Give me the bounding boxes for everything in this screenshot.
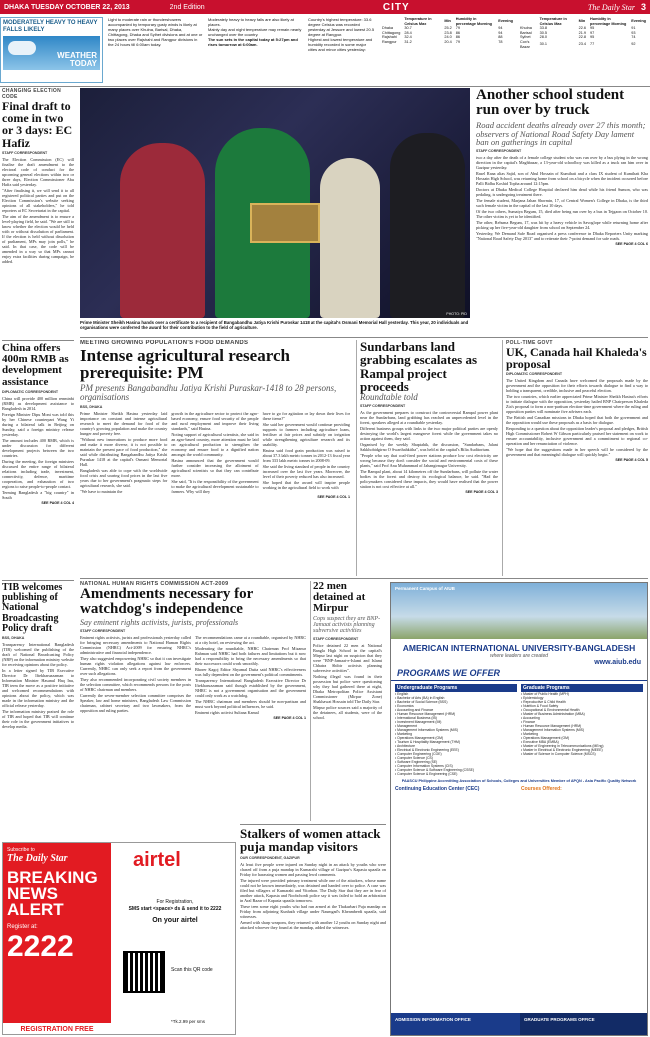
- weather-c4: The sun sets in the capital today at 5:27pm and rises tomorrow at 6:00am.: [208, 37, 298, 47]
- paragraph: She said her government would continue providing supports to farmers including agriculture loans, fertiliser at fair prices and subsidy on irrigation while strengthening agriculture research and its usability.: [262, 421, 350, 447]
- paragraph: The Election Commission (EC) will finalise the draft amendment to the electoral code of conduct for the upcoming general elections within two or three days, Election Commissioner Abu Hafiz said yesterday.: [2, 156, 74, 187]
- weather-today-label: WEATHER TODAY: [57, 51, 97, 68]
- program-item: • Reproductive & Child Health: [521, 700, 566, 704]
- admission-office: ADMISSION INFORMATION OFFICE: [391, 1013, 520, 1035]
- table-cell: 23.4: [578, 42, 587, 47]
- byline: DIPLOMATIC CORRESPONDENT: [2, 389, 59, 394]
- program-item: • Operations Management (OM): [521, 736, 570, 740]
- short-code: 2222: [7, 930, 74, 963]
- paragraph: The two countries, which earlier appreciated Prime Minister Sheikh Hasina's efforts to initiate dialogue with the opposition, yesterday hailed BNP Chairperson Khaleda Zia's proposal to form a non-partisan election-time government where the ruling and opposition parties will nominate five advisers each.: [506, 394, 648, 415]
- headline: China offers 400m RMB as development assistance: [2, 342, 69, 388]
- table-cell: 30.1: [539, 42, 548, 47]
- paragraph: At least five people were injured on Sunday night in an attack by youths who were chased off from a puja mandap in Kumarahi village of Gazipur's Kapasia upazila on Friday for harassing women and passing lewd comments.: [240, 861, 386, 877]
- table-header: Evening: [498, 19, 513, 24]
- program-item: • Management Information Systems (MIS): [521, 728, 584, 732]
- table-cell: 25.2: [444, 26, 452, 31]
- paragraph: "We hope that the suggestions made in her speech will be considered by the government and that meaningful dialogue will quickly begin.": [506, 447, 648, 458]
- paragraph: China will provide 400 million renminbi (RMB) as development assistance to Bangladesh in 2014.: [2, 395, 74, 411]
- byline: DIPLOMATIC CORRESPONDENT: [506, 372, 563, 377]
- table-row: [380, 40, 515, 45]
- program-item: • Marketing: [395, 732, 413, 736]
- article-student-run-over: [476, 88, 648, 338]
- headline: Sundarbans land grabbing escalates as Rampal project proceeds: [360, 340, 477, 394]
- table-cell: 31.2: [404, 39, 412, 44]
- paragraph: The British and Canadian missions in Dhaka hoped that both the government and the opposition would use these proposals as a basis for dialogue.: [506, 415, 648, 426]
- byline: STAFF CORRESPONDENT: [313, 636, 359, 641]
- paragraph: She said the living standard of people in the country increased over the last five years. Moreover, the level of their poverty reduced has also increased.: [262, 463, 350, 479]
- paascu-note: PAASCU Philippine Accrediting Association of Schools, Colleges and Universities Member of APQN - Asia Pacific Quality Network: [401, 779, 637, 783]
- paragraph: growth in the agriculture sector to protect the agro-based economy, ensure food security of the people and rural employment and improve their living standards," said Hasina.: [171, 410, 259, 431]
- program-item: • Computer Science & Software Engineering (CSSE): [395, 768, 475, 772]
- article-ec-code: [2, 88, 74, 338]
- article-body: [476, 155, 648, 241]
- byline: BSS, DHAKA: [80, 404, 103, 409]
- sms-charge: *Tk.2.99 per sms: [171, 1019, 206, 1024]
- paragraph: Hasina said food grain production was raised to about 37.3 lakh metric tonnes in 2012-13 fiscal year from 333 lakh metric tonnes in 2008-09.: [262, 447, 350, 463]
- deck: Say eminent rights activists, jurists, professionals: [80, 617, 239, 627]
- paragraph: Police detained 22 men at National Bangla High School in the capital's Mirpur last night on suspicion that they were "BNP-Jamaat-e-Islami and Islami Chhatra Shibir activists planning subversive activities".: [313, 642, 382, 673]
- headline: 22 men detained at Mirpur: [313, 581, 366, 615]
- paragraph: The Rampal plant, about 14 kilometres off the Sundarbans, will pollute the water bodies in the forest and destroy its ecological balance, he said. "Had the policymakers considered these impacts, they would have realised that the power station is not cost effective at all.": [360, 469, 498, 490]
- program-item: • Nutrition & Food Safety: [521, 704, 559, 708]
- ug-list: [395, 692, 517, 776]
- table-header: Temperature in Celsius Max: [404, 17, 432, 26]
- reg-instruction: [117, 899, 233, 924]
- mid-rule: [80, 337, 648, 338]
- table-cell: 95: [590, 35, 595, 40]
- deck: PM presents Bangabandhu Jatiya Krishi Puraskar-1418 to 28 persons, organisations: [80, 382, 337, 403]
- kicker: MEETING GROWING POPULATION'S FOOD DEMANDS: [80, 340, 249, 346]
- table-cell: 33.8: [539, 26, 548, 31]
- paragraph: have to go for agitation or lay down their lives for these items?": [262, 410, 350, 421]
- lower-rule: [80, 578, 648, 579]
- table-cell: 22.8: [578, 35, 587, 40]
- program-item: • Accounting and Finance: [395, 708, 434, 712]
- paragraph: She hoped that the award will inspire people working in the agricultural field to work with: [262, 479, 350, 490]
- paragraph: Rasel Rana alias Sajid, son of Abul Hossain of Kumihati and a class IX student of Kumihati Kha Hossain High School, was returning home from school on a bicycle when the incident occurred before Palli Bidhu Koshid Topha around 12:15pm.: [476, 171, 648, 187]
- table-header: Evening: [631, 19, 646, 24]
- weather-graphic: [3, 36, 100, 70]
- paragraph: Bhorer Kagoj Editor Shyamal Dutta said NHRC's effectiveness was fully dependent on the government's political commitments.: [195, 666, 306, 677]
- table-cell: 30.7: [404, 26, 412, 31]
- paragraph: "After finalising it, we will send it to all registered political parties and put on the Election Commission's website seeking opinions of all stakeholders," he told reporters at EC Secretariat in the capital.: [2, 187, 74, 213]
- paragraph: Doctors at Dhaka Medical College Hospital declared him dead while his friend Sumon, who was pedaling, is undergoing treatment there.: [476, 187, 648, 198]
- program-item: • Tourism & Hospitality Management (THM): [395, 740, 460, 744]
- program-item: • Accounting: [521, 716, 540, 720]
- weather-c6: Highest and lowest temperature and humidity recorded in some major cities and minor cities yesterday:: [308, 37, 373, 52]
- paragraph: Noting support of agricultural scientists, she said in an agro-based country, more attention must be laid on agricultural production to strengthen the economy and ensure food to a dignified nation amongst the world community.: [171, 431, 259, 457]
- table-header: [518, 17, 538, 26]
- table-cell: Cox's Bazar: [520, 39, 530, 49]
- table-cell: 79: [455, 26, 460, 31]
- program-item: • Architecture: [395, 744, 416, 748]
- program-item: • Executive MBA (EMBA): [521, 740, 559, 744]
- edition-label: 2nd Edition: [169, 3, 205, 11]
- continued-link[interactable]: SEE PAGE 4 COL 1: [273, 715, 306, 720]
- airtel-logo: airtel: [133, 849, 181, 871]
- article-col-1: [80, 411, 167, 495]
- university-name: AMERICAN INTERNATIONAL UNIVERSITY-BANGLADESH: [402, 643, 636, 653]
- paragraph: Moderating the roundtable, NHRC Chairman Prof Mizanur Rahman said NHRC had both failures and limitations but it now had a responsibility to bring the necessary amendments so that their successors could work smoothly.: [195, 645, 306, 666]
- paragraph: The aim of the amendment is to ensure a level-playing field, he said. "We are still to know whether the election would be held with or without dissolution of parliament. If the election is held without dissolution of parliament, MPs may join polls," he said. In that case, the code will be amended in a way so that MPs cannot enjoy extra facilities during campaign, he added.: [2, 213, 74, 264]
- byline: OUR CORRESPONDENT, GAZIPUR: [240, 855, 300, 860]
- kicker: CHANGING ELECTION CODE: [2, 88, 61, 100]
- article-col-2: [195, 635, 306, 716]
- table-cell: 86: [455, 35, 460, 40]
- continued-link[interactable]: SEE PAGE 4 COL 1: [317, 494, 350, 499]
- deck: Road accident deaths already over 27 this month; observers of National Road Safety Day lament ban on gatherings in capital: [476, 119, 646, 148]
- paragraph: Foreign Minister Dipu Moni was told this by her Chinese counterpart Wang Yi during a bilateral talk in Beijing on Sunday, said a foreign ministry release yesterday.: [2, 411, 74, 437]
- headline: TIB welcomes publishing of National Broadcasting Policy draft: [2, 582, 63, 634]
- article-22-detained: [310, 581, 382, 821]
- paragraph: Yesterday, We Demand Safe Road organised a press conference in Dhaka Reporters Unity marking "National Road Safety Day 2013" and to reiterate their 7-point demand for safe roads.: [476, 231, 648, 242]
- program-item: • Epidemiology: [521, 696, 544, 700]
- paragraph: Nothing illegal was found in their possession but police were questioning why they had gathered there at night, Dhaka Metropolitan Police Assistant Commissioner (Mirpur Zone) Shakhawat Hossain told The Daily Star.: [313, 673, 382, 704]
- weather-c3: Mainly day and night temperature may remain nearly unchanged over the country.: [208, 27, 302, 37]
- program-item: • Finance: [521, 720, 536, 724]
- paragraph: During the meeting, the foreign ministers discussed the entire range of bilateral relations including trade, investment, connectivity, defence, maritime cooperation, and exhaustion of two regions to raise people-to-people contact.: [2, 458, 74, 489]
- table-cell: 91: [631, 26, 636, 31]
- weather-table-1: [380, 17, 515, 83]
- table-header: [380, 17, 402, 26]
- table-row: [518, 40, 648, 49]
- weather-col3: [308, 17, 376, 83]
- paragraph: She said, "It is the responsibility of the government to make the agricultural development sustainable to farmers. Why will they: [171, 478, 259, 494]
- table-header: Humidity in percentage Morning: [455, 17, 493, 26]
- table-cell: 94: [498, 30, 503, 35]
- article-body: [313, 643, 382, 720]
- article-body: [2, 396, 74, 500]
- paragraph: The information ministry praised the role of TIB and hoped that TIB will continue their role in the government initiatives to develop media.: [2, 708, 74, 729]
- ad-left-panel: [3, 843, 111, 1035]
- deck: Cops suspect they are BNP-Jamaat activists planning subversive activities: [313, 615, 381, 635]
- table-cell: 86: [455, 30, 460, 35]
- headline: Stalkers of women attack puja mandap visitors: [240, 826, 381, 855]
- program-item: • Software Engineering (SE): [395, 760, 438, 764]
- weather-col1: Light to moderate rain or thundershowers accompanied by temporary gusty winds is likely at many places over Khulna, Barisal, Dhaka, Chittagong, Dhaka and Sylhet divisions and at one or two places over Rajshahi and Rangpur divisions in the 24 hours till 6:00am today.: [108, 17, 203, 47]
- table-cell: 28.4: [404, 30, 412, 35]
- byline: STAFF CORRESPONDENT: [80, 628, 126, 633]
- program-item: • Computer Information Systems (CIS): [395, 764, 453, 768]
- campus-label: Permanent Campus of AIUB: [395, 586, 455, 591]
- wallet-label: On your airtel: [152, 917, 198, 924]
- program-item: • Occupational & Environmental Health: [521, 708, 580, 712]
- article-col-2: [171, 411, 258, 495]
- table-header: Humidity in percentage Morning: [590, 17, 627, 26]
- paragraph: These teen some eight youths who had run armed at the Thakurbari Puja mandap on Friday from adjoining Kunhath village under Naumgad's Kheamberdi upazila, said witnesses.: [240, 903, 386, 919]
- paragraph: Currently the seven-member selection committee comprises the Speaker, law and home ministers, Bangladesh Law Commission chairman, cabinet secretary and two lawmakers, from the opposition and ruling parties.: [80, 692, 191, 713]
- program-item: • Management Information Systems (MIS): [395, 728, 458, 732]
- program-item: • Bachelor of Social Science (BSS): [395, 700, 448, 704]
- scan-label: Scan this QR code: [171, 967, 213, 973]
- paragraph: "People who say that coal-fired power stations produce low cost electricity are wrong because they don't consider the social and environmental costs of these plants," said Prof Anu Muhammad of Jahangirnagar University.: [360, 453, 498, 469]
- paragraph: Transparency International Bangladesh (TIB) welcomed the publishing of the draft of National Broadcasting Policy (NBP) on the information ministry website for receiving opinions about the policy.: [2, 641, 74, 667]
- paragraph: The other, Rehsma Begum, 17, was hit by a heavy vehicle in Savoglope while returning home after picking up her five-year-old daughter from school on September 24.: [476, 220, 648, 231]
- paragraph: The recommendations came at a roundtable, organised by NHRC at a city hotel, on reviewing the act.: [195, 634, 306, 645]
- airtel-ad[interactable]: [2, 842, 236, 1035]
- program-item: • Computer Science (CS): [395, 756, 433, 760]
- table-cell: Rajshahi: [382, 35, 397, 40]
- graduate-office: GRADUATE PROGRAMS OFFICE: [520, 1013, 648, 1035]
- paragraph: Organised by the weekly Shaptahik, the discussion, "Sundarbans, Jalani Sakkhobidgirno O Swarthahkitha", was held at the capital's Bilia Auditorium.: [360, 442, 498, 453]
- table-cell: 20.4: [444, 39, 452, 44]
- headline: Amendments necessary for watchdog's independence: [80, 586, 254, 618]
- photo-figure-4: [390, 133, 465, 318]
- table-cell: 28.0: [539, 35, 548, 40]
- paragraph: "We have to maintain the: [80, 488, 123, 494]
- continued-link[interactable]: SEE PAGE 4 COL 6: [615, 242, 648, 247]
- paper-name: The Daily Star: [7, 853, 68, 864]
- program-item: • Marketing: [521, 732, 539, 736]
- photo-certificate: [250, 203, 320, 243]
- cloud-icon: [8, 41, 36, 55]
- table-cell: 32.4: [404, 35, 412, 40]
- article-china: [2, 340, 74, 578]
- ug-header: Undergraduate Programs: [395, 684, 517, 692]
- weather-col2: [208, 17, 303, 83]
- page-header: [0, 0, 650, 14]
- program-item: • Electrical & Electronic Engineering (EEE): [395, 748, 459, 752]
- program-item: • International Business (IB): [395, 716, 437, 720]
- cec-header: Continuing Education Center (CEC): [395, 786, 480, 792]
- paragraph: Different business groups with links to the two major political parties are openly destroying the world's largest mangrove forest while the government takes no action against them, they said.: [360, 426, 498, 442]
- article-col-1: [80, 635, 191, 716]
- program-item: • Master of Business Administration (MBA): [521, 712, 585, 716]
- program-item: • Economics: [395, 704, 414, 708]
- programs-header: PROGRAMS WE OFFER: [391, 666, 647, 681]
- table-cell: Dhaka: [382, 26, 393, 31]
- table-cell: 21.9: [578, 30, 587, 35]
- table-cell: 88: [498, 35, 503, 40]
- program-item: • Management: [395, 724, 417, 728]
- tagline: where leaders are created: [489, 653, 549, 659]
- article-col-3: [263, 411, 350, 495]
- weather-c5: Country's highest temperature: 33.6 degree Celsius was recorded yesterday at Jessore and lowest 20.5 degree at Rangpur.: [308, 17, 375, 37]
- byline: STAFF CORRESPONDENT: [476, 149, 522, 154]
- gr-list: [521, 692, 643, 756]
- article-stalkers: [240, 824, 386, 1036]
- lead-photo: [80, 88, 470, 318]
- reg-for: For Registration,: [156, 899, 194, 905]
- program-item: • Master of Science in Computer Science (MSCS): [521, 752, 596, 756]
- campus-photo: [391, 583, 647, 639]
- top-rule: [0, 86, 650, 87]
- table-cell: 74: [631, 35, 636, 40]
- kicker: NATIONAL HUMAN RIGHTS COMMISSION ACT-2009: [80, 581, 229, 587]
- table-cell: Rangpur: [382, 39, 397, 44]
- byline: BSS, DHAKA: [2, 635, 25, 640]
- headline: Another school student run over by truck: [476, 88, 625, 119]
- table-header: Min: [444, 19, 451, 24]
- table-cell: 92: [631, 42, 636, 47]
- program-item: • Bachelor of Arts (BA) in English: [395, 696, 445, 700]
- paragraph: As the government prepares to construct the controversial Rampal power plant near the Sundarbans, land grabbing has reached an unprecedented level in the forest, speakers alleged at a roundtable yesterday.: [360, 410, 498, 426]
- paragraph: The amount includes 400 RMB, which is under discussion for different development projects between the two countries.: [2, 437, 74, 458]
- table-cell: 30.5: [539, 30, 548, 35]
- table-cell: 22.6: [578, 26, 587, 31]
- article-body: [2, 642, 74, 729]
- paragraph: Bangladesh was able to cope with the worldwide food crisis and soaring food prices in the last five years due to her government's pragmatic steps for agricultural research, she said.: [80, 467, 168, 488]
- paragraph: Terming Bangladesh a "big country" in South: [2, 489, 74, 500]
- paragraph: The NHRC chairman and members should be non-partisan and must work beyond political influences, he said.: [195, 698, 306, 709]
- table-cell: 24.0: [444, 35, 452, 40]
- byline: STAFF CORRESPONDENT: [360, 404, 406, 409]
- paragraph: Responding to a question about the opposition leader's proposal and pledges, British High Commissioner Robert W Gibson particularly praised her statement on work to ensure accountability, inclusive government and a commitment to regional co-operation and her renunciation of violence.: [506, 426, 648, 447]
- program-item: • Computer Science & Engineering (CSE): [395, 772, 458, 776]
- continued-link[interactable]: SEE PAGE 4 COL 3: [465, 490, 498, 495]
- paragraph: The female student, Marjana Jahan Shormin, 17, of Central Women's College in Dhaka, is the third such female victim in the capital of the last 10 days.: [476, 198, 648, 209]
- headline: Final draft to come in two or 3 days: EC Hafiz: [2, 99, 73, 150]
- photo-figure-3: [320, 158, 380, 318]
- table-cell: 97: [590, 30, 595, 35]
- paragraph: The United Kingdom and Canada have welcomed the proposals made by the government and the opposition for their efforts towards dialogue to find a way to holding a transparent, credible, inclusive and peaceful election.: [506, 378, 648, 394]
- sms-instruction: SMS start <space> ds & send it to 2222: [128, 906, 222, 912]
- table-cell: 93: [631, 30, 636, 35]
- table-cell: 95: [590, 26, 595, 31]
- article-uk-canada: [502, 340, 648, 576]
- paragraph: They also recommended incorporating civil society members in the selection committee, which recommends persons for the posts of NHRC chairman and members.: [80, 676, 191, 692]
- paragraph: Prime Minister Sheikh Hasina yesterday laid importance on constant and intense agricultural research to meet the demand for food of the country's growing population and make the country hunger and poverty free.: [80, 410, 168, 436]
- section-title: CITY: [382, 1, 410, 13]
- table-cell: 79: [455, 39, 460, 44]
- weather-banner-title: MODERATELY HEAVY TO HEAVY FALLS LIKELY: [3, 20, 98, 33]
- table-cell: Barisal: [520, 30, 532, 35]
- program-item: • Master of Engineering in Telecommunications (MEng): [521, 744, 604, 748]
- article-agri-research: [80, 340, 350, 576]
- program-item: • Human Resource Management (HRM): [395, 712, 456, 716]
- headline: UK, Canada hail Khaleda's proposal: [506, 345, 647, 372]
- page-number: 3: [640, 2, 646, 12]
- article-body-2: [240, 904, 386, 930]
- paragraph: Mirpur police sources said a majority of the detainees, all students, were of the school.: [313, 704, 382, 720]
- continued-link[interactable]: SEE PAGE 4 COL 4: [41, 500, 74, 505]
- gr-header: Graduate Programs: [521, 684, 643, 692]
- edition-date: DHAKA TUESDAY OCTOBER 22, 2013: [4, 3, 130, 11]
- subscribe-label: Subscribe to: [7, 847, 35, 853]
- paragraph: Transparency International Bangladesh Executive Director Dr Iftekharuzzaman said though established by the government, NHRC is not a government organisation and the government could only work as a watchdog.: [195, 677, 306, 698]
- register-label: Register at:: [7, 924, 38, 930]
- table-cell: 78: [498, 39, 503, 44]
- photo-figure-1: [120, 143, 205, 318]
- table-header: Min: [578, 19, 586, 24]
- article-body: [360, 410, 498, 489]
- paragraph: Hasina announced that the government would further consider increasing the allotment of agricultural scientists so that they can contribute more.: [171, 457, 259, 478]
- table-cell: 23.8: [444, 30, 452, 35]
- program-item: • Operations Management (OM): [395, 736, 444, 740]
- paragraph: Of the two others, Sumaiya Begum, 15, died after being run over by a bus in Tejgaon on October 10. The other victim is yet to be identified.: [476, 209, 648, 220]
- paragraph: two a day after the death of a female college student who was run over by a bus plying in the wrong direction in the capital's Maghbazar, a 13-year-old schoolboy was killed as a truck ran him over in Gazipur yesterday.: [476, 155, 648, 171]
- table-cell: Chittagong: [382, 30, 401, 35]
- table-cell: 94: [498, 26, 503, 31]
- photo-caption: Prime Minister Sheikh Hasina hands over a certificate to a recipient of Bangabandhu Jatiya Krishi Puroskar 1418 at the capital's Osmani Memorial Hall yesterday. This year, 20 individuals and organisations were conferred the award for their contribution to the field of agriculture.: [80, 320, 469, 330]
- masthead: The Daily Star: [587, 2, 635, 12]
- headline: Intense agricultural research prerequisite: PM: [80, 346, 290, 383]
- byline: STAFF CORRESPONDENT: [2, 150, 48, 155]
- article-body: [240, 862, 386, 903]
- program-item: • Master in Electrical & Electronic Engineering (MEEE): [521, 748, 603, 752]
- weather-c2: Moderately heavy to heavy falls are also likely at places.: [208, 17, 294, 27]
- program-item: • Master of Public Health (MPH): [521, 692, 569, 696]
- photo-credit: PHOTO: PID: [446, 312, 467, 316]
- program-item: • Investment Management (IM): [395, 720, 442, 724]
- paragraph: Eminent rights activists, jurists and professionals yesterday called for bringing necessary amendments to National Human Rights Commission (NHRC) Act-2009 for ensuring NHRC's administrative and financial independence.: [80, 634, 191, 655]
- article-tib: [2, 580, 74, 840]
- deck: Roundtable told: [360, 392, 418, 402]
- kicker: POLL-TIME GOVT: [506, 340, 553, 346]
- website[interactable]: www.aiub.edu: [594, 659, 641, 666]
- program-item: • Computer Engineering (COE): [395, 752, 442, 756]
- breaking-news: BREAKING NEWS ALERT: [7, 868, 98, 919]
- paragraph: "Without new innovations to produce more food and make it more diverse, it is not possible to maintain the present pace of food production," she said while distributing Bangabandhu Jatiya Krishi Puraskar 1418 at the capital's Osmani Memorial Hall.: [80, 436, 168, 467]
- paragraph: They also suggested empowering NHRC so that it can investigate human rights violation allegations against law enforcers. Currently, NHRC can only seek a report from the government over such allegations.: [80, 655, 191, 676]
- paragraph: Armed with sharp weapons, they returned with another 12 youths on Sunday night and attacked whoever they found at the mandap, added the witnesses.: [240, 919, 386, 930]
- article-body: [2, 157, 74, 264]
- table-cell: 77: [590, 42, 595, 47]
- registration-free: REGISTRATION FREE: [3, 1023, 111, 1035]
- article-nhrc: [80, 581, 306, 821]
- table-cell: Khulna: [520, 26, 532, 31]
- aiub-ad[interactable]: [390, 582, 648, 1036]
- paragraph: The injured were provided primary treatment while one of the attackers, whose name could not be known immediately, was detained and handed over to police. A case was filed but villagers of Kumarahi and Vitorbon. The Daily Star that they are in fear of another attack, Kapasia and Noobchordi police say it was failed to hold an arbitration in Aral Bazar of Kapasia upazila tomorrow.: [240, 877, 386, 903]
- weather-banner: [0, 17, 103, 83]
- program-item: • Human Resource Management (HRM): [521, 724, 582, 728]
- table-cell: Sylhet: [520, 35, 531, 40]
- paragraph: In a letter signed by TIB Executive Director Dr Iftekharuzzaman to Information Minister Hasanul Haq Inu, TIB term the move as a positive initiative and welcomed recommendations with opinions about the policy, which was made in the information ministry and the official release yesterday.: [2, 667, 74, 708]
- paragraph: Eminent rights activist Sultana Kamal: [195, 709, 259, 715]
- program-item: • English: [395, 692, 409, 696]
- table-header: Temperature in Celsius Max: [539, 17, 567, 26]
- qr-code[interactable]: [123, 951, 165, 993]
- courses-header: Courses Offered:: [521, 786, 562, 792]
- article-body: [506, 378, 648, 457]
- continued-link[interactable]: SEE PAGE 4 COL 5: [615, 458, 648, 463]
- article-sundarbans: [356, 340, 498, 576]
- weather-table-2: [518, 17, 648, 83]
